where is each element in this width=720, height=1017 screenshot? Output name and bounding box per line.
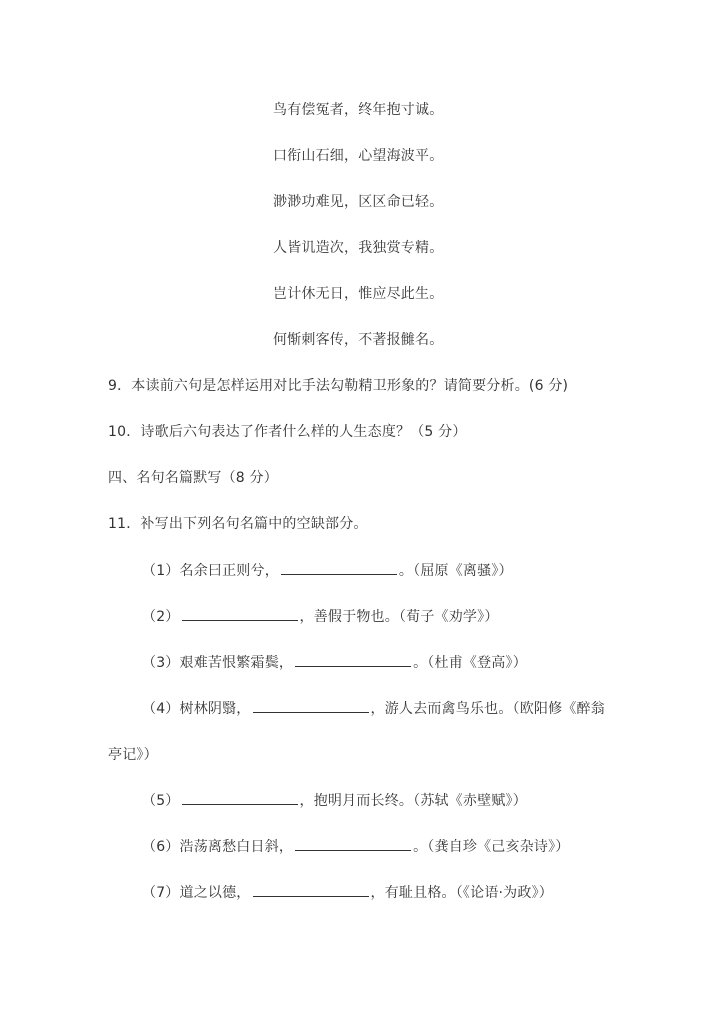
poem-line-1: 鸟有偿冤者，终年抱寸诚。	[273, 102, 444, 118]
q11-item-4-after: ，游人去而禽鸟乐也。（欧阳修《醉翁	[370, 701, 605, 717]
q11-item-5-after: ，抱明月而长终。（苏轼《赤壁赋》）	[299, 793, 527, 809]
q11-item-6-before: （6）浩荡离愁白日斜，	[142, 839, 294, 855]
q11-item-6-after: 。（龚自珍《己亥杂诗》）	[413, 839, 570, 855]
q11-item-1-before: （1）名余曰正则兮，	[142, 563, 279, 579]
q11-item-1-after: 。（屈原《离骚》）	[398, 563, 513, 579]
q11-item-3-blank[interactable]	[295, 653, 411, 667]
q11-item-4-blank[interactable]	[253, 699, 369, 713]
q11-item-4-before: （4）树林阴翳，	[142, 701, 251, 717]
q11-item-3	[142, 653, 527, 673]
q11-item-5	[142, 791, 527, 811]
poem-line-3: 渺渺功难见，区区命已轻。	[273, 194, 444, 210]
q11-item-1	[142, 561, 513, 581]
poem-line-5: 岂计休无日，惟应尽此生。	[273, 286, 444, 302]
q11-item-7-before: （7）道之以德，	[142, 885, 251, 901]
q11-item-2-before: （2）	[142, 609, 180, 625]
q11-item-5-before: （5）	[142, 793, 180, 809]
question-11-prompt: 11．补写出下列名句名篇中的空缺部分。	[108, 516, 368, 532]
q11-item-3-before: （3）艰难苦恨繁霜鬓，	[142, 655, 294, 671]
q11-item-3-after: 。（杜甫《登高》）	[413, 655, 527, 671]
q11-item-5-blank[interactable]	[182, 791, 298, 805]
q11-item-4-continuation: 亭记》）	[108, 747, 158, 763]
question-10: 10．诗歌后六句表达了作者什么样的人生态度？（5 分）	[108, 424, 467, 440]
poem-line-4: 人皆讥造次，我独赏专精。	[273, 240, 444, 256]
question-9: 9．本读前六句是怎样运用对比手法勾勒精卫形象的？请简要分析。(6 分)	[108, 378, 569, 394]
q11-item-7-after: ，有耻且格。（《论语·为政》）	[370, 885, 553, 901]
q11-item-2-blank[interactable]	[182, 607, 298, 621]
poem-line-2: 口衔山石细，心望海波平。	[273, 148, 444, 164]
q11-item-6	[142, 837, 570, 857]
section-heading-4: 四、名句名篇默写（8 分）	[108, 470, 278, 486]
q11-item-2-after: ，善假于物也。（荀子《劝学》）	[299, 609, 499, 625]
q11-item-7	[142, 883, 553, 903]
q11-item-6-blank[interactable]	[295, 837, 411, 851]
q11-item-7-blank[interactable]	[253, 883, 369, 897]
q11-item-1-blank[interactable]	[281, 561, 397, 575]
poem-line-6: 何惭刺客传，不著报雠名。	[273, 332, 444, 348]
q11-item-2	[142, 607, 499, 627]
q11-item-4	[142, 699, 605, 719]
